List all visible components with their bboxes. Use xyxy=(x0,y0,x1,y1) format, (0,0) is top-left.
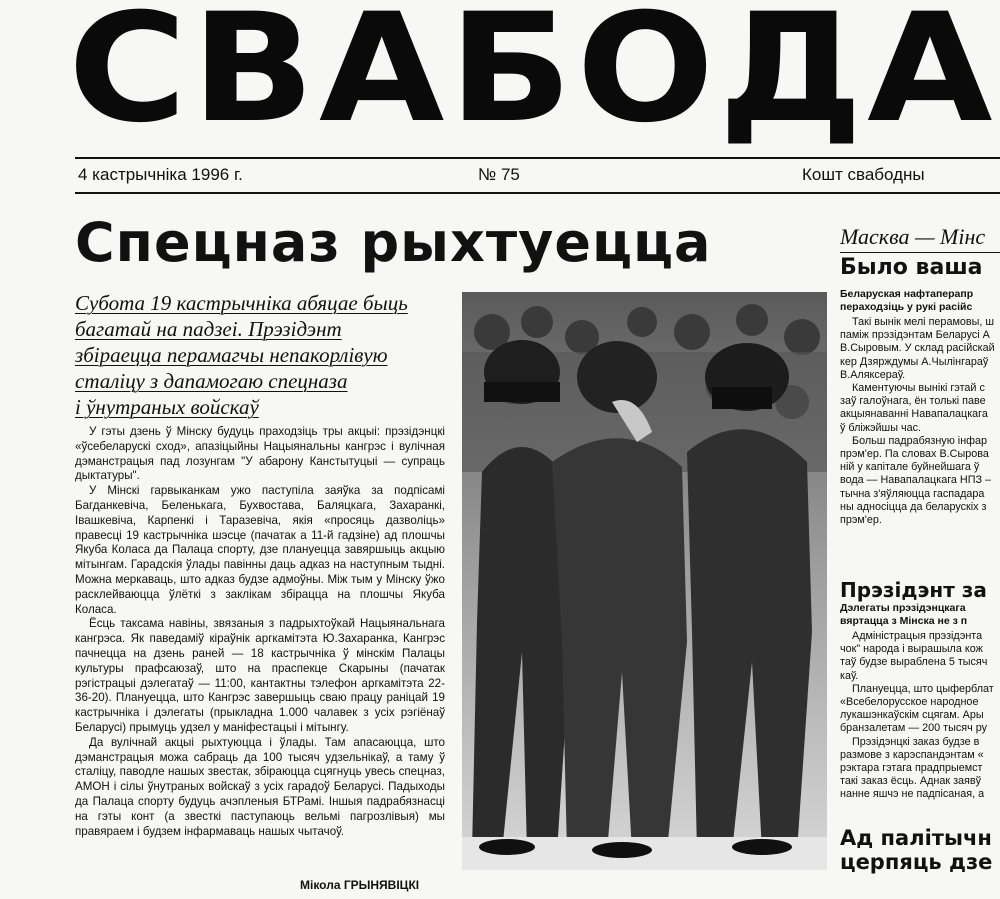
lede-line: збіраецца перамагчы непакорлівую xyxy=(75,343,388,367)
lede-line: сталіцу з дапамогаю спецназа xyxy=(75,369,348,393)
masthead-title: СВАБОДА xyxy=(68,0,997,144)
right-headline-3-line: церпяць дзе xyxy=(840,850,993,874)
article-paragraph: У Мінскі гарвыканкам ужо паступіла заяўка за подпісамі Багданкевіча, Беленькага, Бухвостава, Баляцкага, Захаранкі, Івашкевіча, Карпенкі і Таразевіча, якія «просяць дазволіць» правесці 19 кастрычніка шэсце (пачатак а 11-й гадзіне) ад плошчы Якуба Коласа да Палаца спорту, дзе плануецца завяршыць акцыю мітынгам. Гарадскія ўлады павінны даць адказ на наступным тыдні. Можна меркаваць, што адказ будзе адмоўны. Між тым у Мінску ўжо расклейваюцца ўлёткі з заклікам збірацца на плошчы Якуба Коласа. xyxy=(75,484,445,616)
bottom-rule xyxy=(75,192,1000,194)
article-photo xyxy=(462,292,827,870)
issue-date: 4 кастрычніка 1996 г. xyxy=(78,165,243,184)
article-paragraph: У гэты дзень ў Мінску будуць праходзіць тры акцыі: прэзідэнцкі «ўсебеларускі сход», апазіцыйны Нацыянальны кангрэс і вулічная дэманстрацыя пад лозунгам "У абарону Канстытуцыі — супраць дыктатуры". xyxy=(75,425,445,483)
top-rule xyxy=(75,157,1000,159)
article-paragraph: Да вулічнай акцыі рыхтуюцца і ўлады. Там апасаюцца, што дэманстрацыя можа сабраць да 100 тысяч удзельнікаў, а таму ў сталіцу, паводле нашых звестак, збіраюцца сцягнуць увесь спецназ, АМОН і сілы ўнутраных войскаў з усіх гарадоў Беларусі. Падыходы да Палаца спорту будуць ачэпленыя БТРамі. Іншыя падрабязнасці на гэты конт (а звесткі паступаюць вельмі пагрозлівыя) мы правяраем і будзем інфармаваць нашых чытачоў. xyxy=(75,735,445,838)
issue-price: Кошт свабодны xyxy=(802,165,925,184)
right-subhead-2: Дэлегаты прэзідэнцкага вяртацца з Мінска не з п xyxy=(840,602,968,627)
right-text-2: Адміністрацыя прэзідэнта чок" народа і вырашыла кож таў будзе выраблена 5 тысяч каў. Плануецца, што цыферблат «Всебелорусское народное лукашэнкаўскім сцягам. Ары бранзалетам — 200 тысяч ру Прэзідэнцкі заказ будзе в размове з карэспандэнтам « рэктара гэтага прадпрыемст такі заказ ёсць. Аднак заявў нанне яшчэ не падпісаная, а xyxy=(840,630,994,801)
right-kicker: Масква — Мінс xyxy=(840,224,986,249)
right-kicker-rule xyxy=(840,252,1000,253)
right-text-1: Такі вынік мелі перамовы, ш паміж прэзідэнтам Беларусі А В.Сыровым. У склад расійскай кер Дзярждумы А.Чылінгараў В.Аляксераў. Каментуючы вынікі гэтай с заў галоўнага, ён толькі паве акцыянаванні Навапалацкага ў бліжэйшы час. Больш падрабязную інфар прэм'ер. Па словах В.Сырова ній у капітале буйнейшага ў вода — Навапалацкага НПЗ – тычна з'яўляюцца гаспадара ны адносіцца да беларускіх з прэм'ер. xyxy=(840,316,995,527)
right-headline-1: Было ваша xyxy=(840,255,983,280)
right-headline-3-line: Ад палітычн xyxy=(840,826,992,850)
lede-line: і ўнутраных войскаў xyxy=(75,395,259,419)
lede-line: багатай на падзеі. Прэзідэнт xyxy=(75,317,342,341)
photo-police-crowd-image xyxy=(462,292,827,870)
article-lede xyxy=(75,290,445,420)
article-headline: Спецназ рыхтуецца xyxy=(75,211,712,274)
article-body xyxy=(75,425,445,839)
lede-line: Субота 19 кастрычніка абяцае быць xyxy=(75,291,408,315)
right-subhead-1: Беларуская нафтаперапр пераходзіць у рукі расійс xyxy=(840,288,974,313)
article-paragraph: Ёсць таксама навіны, звязаныя з падрыхтоўкай Нацыянальнага кангрэса. Як паведаміў кіраўнік аргкамітэта Ю.Захаранка, Кангрэс пачнецца на дзень раней — 18 кастрычніка ў мінскім Палацы культуры прафсаюзаў, што на праспекце Скарыны (пачатак рэгістрацыі дэлегатаў — 11:00, кантактны тэлефон аргкамітэта 22-36-20). Плануецца, што Кангрэс завершыць сваю працу раніцай 19 кастрычніка і дэлегаты (прыкладна 1.000 чалавек з усіх рэгіёнаў Беларусі) прымуць удзел у маніфестацыі і мітынгу. xyxy=(75,617,445,734)
right-headline-2: Прэзідэнт за xyxy=(840,578,987,602)
article-byline: Мікола ГРЫНЯВІЦКІ xyxy=(300,878,420,892)
right-headline-3 xyxy=(840,826,1000,874)
issue-number: № 75 xyxy=(478,165,520,184)
